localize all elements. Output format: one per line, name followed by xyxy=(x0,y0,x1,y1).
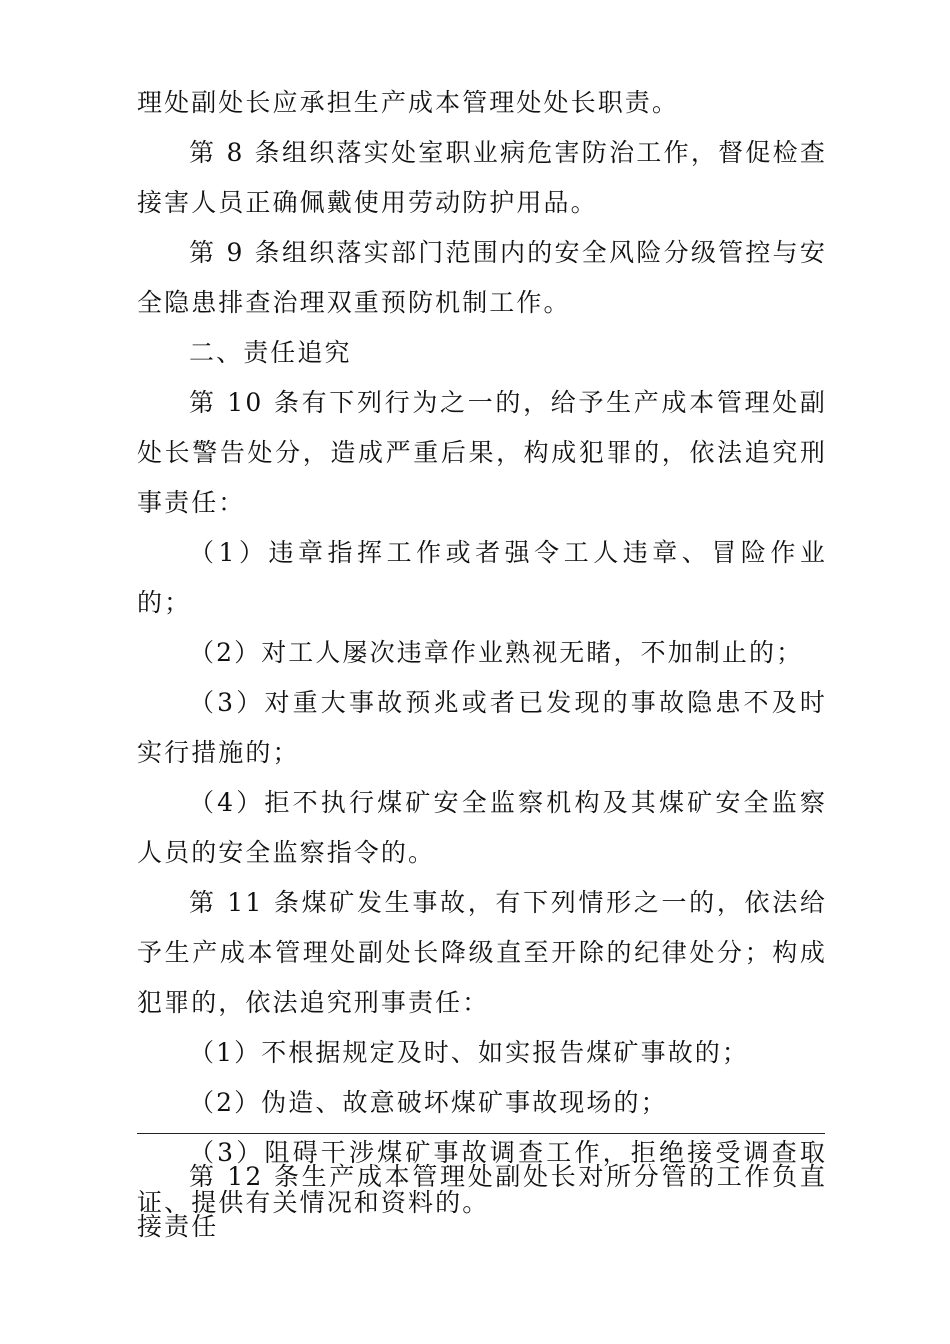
article-10-item-3: （3）对重大事故预兆或者已发现的事故隐患不及时实行措施的； xyxy=(137,688,827,767)
next-page-body xyxy=(137,1152,827,1252)
article-9: 第 9 条组织落实部门范围内的安全风险分级管控与安全隐患排查治理双重预防机制工作。 xyxy=(137,238,827,317)
article-11-item-3: （3）阻碍干涉煤矿事故调查工作，拒绝接受调查取证、提供有关情况和资料的。 xyxy=(137,1138,827,1217)
article-10-item-1: （1）违章指挥工作或者强令工人违章、冒险作业的； xyxy=(137,538,827,617)
article-10-item-2: （2）对工人屡次违章作业熟视无睹，不加制止的； xyxy=(189,638,804,667)
paragraph-continuation: 理处副处长应承担生产成本管理处处长职责。 xyxy=(137,88,680,117)
article-10: 第 10 条有下列行为之一的，给予生产成本管理处副处长警告处分，造成严重后果，构成犯罪的，依法追究刑事责任： xyxy=(137,388,827,517)
article-11-item-1: （1）不根据规定及时、如实报告煤矿事故的； xyxy=(189,1038,750,1067)
section-heading-liability: 二、责任追究 xyxy=(189,338,352,367)
page-divider xyxy=(137,1133,825,1134)
article-11-item-2: （2）伪造、故意破坏煤矿事故现场的； xyxy=(189,1088,668,1117)
article-10-item-4: （4）拒不执行煤矿安全监察机构及其煤矿安全监察人员的安全监察指令的。 xyxy=(137,788,827,867)
article-8: 第 8 条组织落实处室职业病危害防治工作，督促检查接害人员正确佩戴使用劳动防护用品。 xyxy=(137,138,827,217)
article-12: 第 12 条生产成本管理处副处长对所分管的工作负直接责任 xyxy=(137,1162,827,1241)
article-11: 第 11 条煤矿发生事故，有下列情形之一的，依法给予生产成本管理处副处长降级直至开除的纪律处分；构成犯罪的，依法追究刑事责任： xyxy=(137,888,827,1017)
document-body xyxy=(137,78,827,1228)
